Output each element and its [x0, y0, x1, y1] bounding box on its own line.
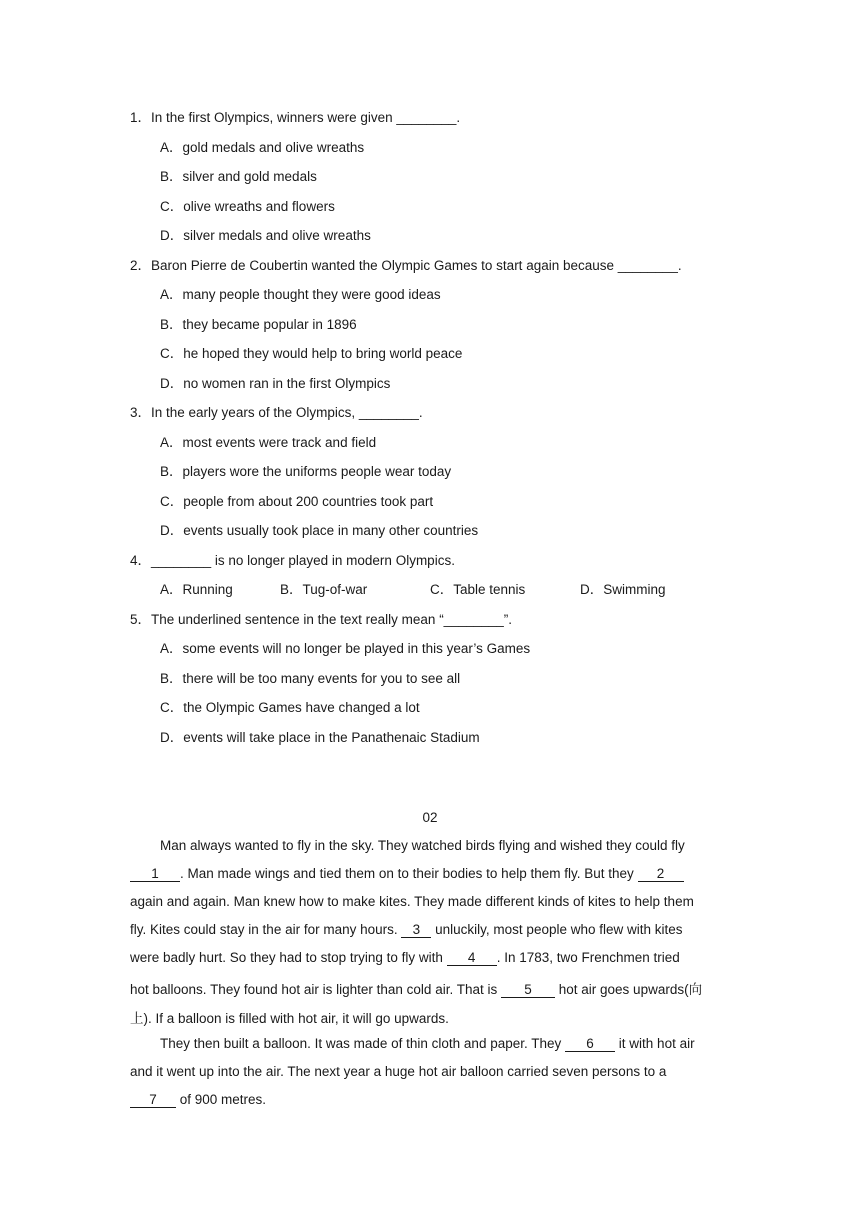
- question-number: 4．: [130, 553, 152, 568]
- passage-line: [130, 1092, 266, 1108]
- option-4c[interactable]: C．Table tennis: [430, 582, 526, 597]
- passage-text: hot air goes upwards(向: [558, 982, 703, 997]
- option-1b[interactable]: B．silver and gold medals: [160, 169, 317, 184]
- option-1d[interactable]: D．silver medals and olive wreaths: [160, 228, 371, 243]
- option-3a[interactable]: A．most events were track and field: [160, 435, 377, 450]
- option-4b[interactable]: B．Tug-of-war: [280, 582, 368, 597]
- question-3: [130, 401, 423, 421]
- passage-text: fly. Kites could stay in the air for many hours.: [130, 922, 398, 937]
- blank-1[interactable]: 1: [130, 867, 180, 882]
- question-5: [130, 608, 512, 628]
- question-stem: In the first Olympics, winners were given ________.: [151, 110, 461, 125]
- passage-text: unluckily, most people who flew with kites: [435, 922, 683, 937]
- option-4a[interactable]: A．Running: [160, 582, 233, 597]
- passage-line: [160, 1036, 695, 1052]
- blank-5[interactable]: 5: [501, 983, 555, 998]
- option-2c[interactable]: C．he hoped they would help to bring world peace: [160, 346, 463, 361]
- option-5a[interactable]: A．some events will no longer be played in this year’s Games: [160, 641, 531, 656]
- passage-text: of 900 metres.: [179, 1092, 267, 1107]
- passage-text: were badly hurt. So they had to stop trying to fly with: [130, 950, 443, 965]
- passage-text: . In 1783, two Frenchmen tried: [496, 950, 680, 965]
- passage-text: hot balloons. They found hot air is lighter than cold air. That is: [130, 982, 498, 997]
- option-5b[interactable]: B．there will be too many events for you to see all: [160, 671, 461, 686]
- option-3b[interactable]: B．players wore the uniforms people wear today: [160, 464, 452, 479]
- passage-line: [130, 978, 702, 998]
- passage-text: it with hot air: [618, 1036, 695, 1051]
- option-5d[interactable]: D．events will take place in the Panathenaic Stadium: [160, 730, 480, 745]
- blank-4[interactable]: 4: [447, 951, 497, 966]
- option-3c[interactable]: C．people from about 200 countries took part: [160, 494, 434, 509]
- option-2d[interactable]: D．no women ran in the first Olympics: [160, 376, 391, 391]
- passage-line: [130, 922, 683, 938]
- passage-line: and it went up into the air. The next year a huge hot air balloon carried seven persons to a: [130, 1064, 667, 1079]
- passage-line: [130, 950, 680, 966]
- passage-line: Man always wanted to fly in the sky. They watched birds flying and wished they could fly: [160, 838, 685, 853]
- question-number: 3．: [130, 405, 152, 420]
- passage-line: again and again. Man knew how to make kites. They made different kinds of kites to help them: [130, 894, 694, 909]
- blank-3[interactable]: 3: [401, 923, 431, 938]
- question-2: [130, 254, 682, 274]
- passage-text: . Man made wings and tied them on to their bodies to help them fly. But they: [180, 866, 634, 881]
- question-stem: Baron Pierre de Coubertin wanted the Olympic Games to start again because ________.: [151, 258, 682, 273]
- option-3d[interactable]: D．events usually took place in many other countries: [160, 523, 479, 538]
- question-stem: ________ is no longer played in modern Olympics.: [151, 553, 455, 568]
- blank-2[interactable]: 2: [638, 867, 684, 882]
- question-stem: The underlined sentence in the text really mean “________”.: [151, 612, 512, 627]
- option-5c[interactable]: C．the Olympic Games have changed a lot: [160, 700, 420, 715]
- passage-line: 上). If a balloon is filled with hot air, it will go upwards.: [130, 1011, 449, 1026]
- option-1c[interactable]: C．olive wreaths and flowers: [160, 199, 335, 214]
- question-4: [130, 549, 455, 569]
- blank-6[interactable]: 6: [565, 1037, 615, 1052]
- option-1a[interactable]: A．gold medals and olive wreaths: [160, 140, 365, 155]
- passage-text: They then built a balloon. It was made of thin cloth and paper. They: [160, 1036, 562, 1051]
- question-number: 2．: [130, 258, 152, 273]
- option-2b[interactable]: B．they became popular in 1896: [160, 317, 357, 332]
- blank-7[interactable]: 7: [130, 1093, 176, 1108]
- question-number: 1．: [130, 110, 152, 125]
- option-4d[interactable]: D．Swimming: [580, 582, 666, 597]
- passage-line: [130, 866, 684, 882]
- option-2a[interactable]: A．many people thought they were good ideas: [160, 287, 441, 302]
- section-number: 02: [422, 810, 438, 825]
- question-stem: In the early years of the Olympics, ________.: [151, 405, 423, 420]
- question-1: [130, 106, 460, 126]
- question-number: 5．: [130, 612, 152, 627]
